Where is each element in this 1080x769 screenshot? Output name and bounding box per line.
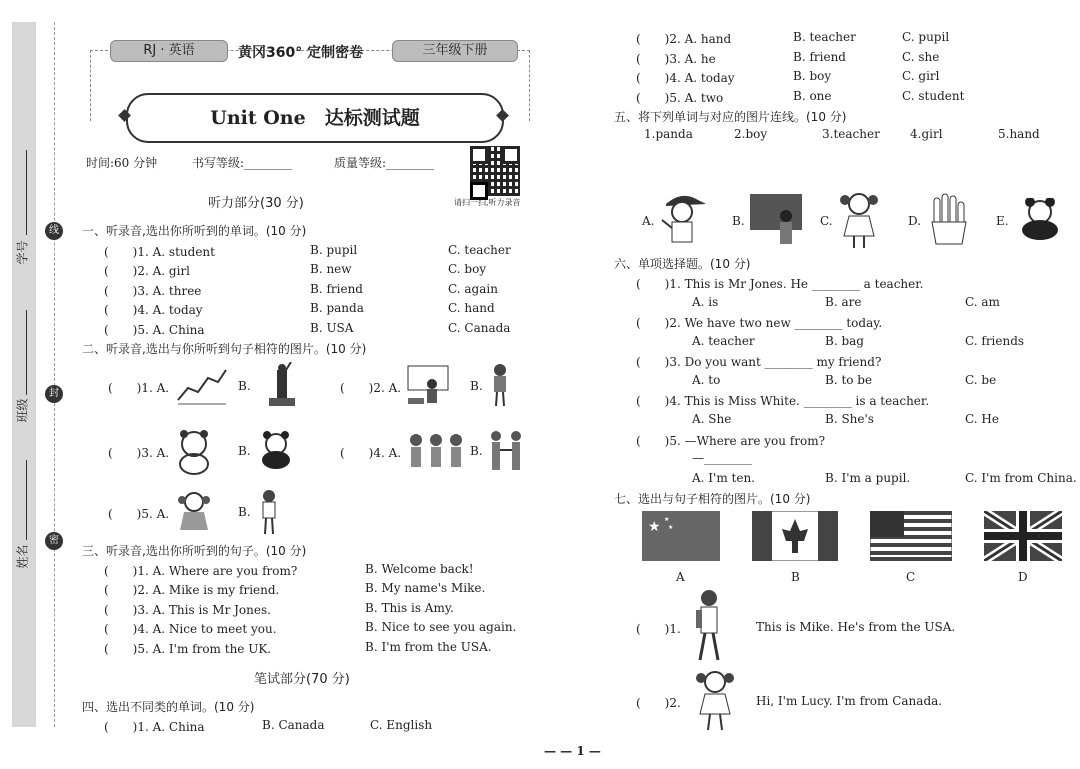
- s7-text-2: Hi, I'm Lucy. I'm from Canada.: [756, 694, 943, 708]
- s6-q3-a: A. to: [692, 373, 721, 387]
- s5-word-4: 4.girl: [910, 127, 943, 141]
- usa-flag: [870, 511, 952, 561]
- s6-q4-b: B. She's: [825, 412, 874, 426]
- s4-q1-b: B. Canada: [262, 718, 325, 732]
- xingming-label: 姓名: [15, 544, 30, 569]
- s4-q4-c: C. girl: [902, 69, 940, 83]
- boy-picture-s2: [256, 488, 282, 536]
- s6-q1-a: A. is: [692, 295, 719, 309]
- listening-title: 听力部分(30 分): [208, 196, 304, 211]
- s3-q2-b: B. My name's Mike.: [365, 581, 486, 595]
- s6-q5-blank: —________: [692, 451, 752, 465]
- s1-q1-c: C. teacher: [448, 243, 511, 257]
- s4-q1-c: C. English: [370, 718, 433, 732]
- s6-q4: ( )4. This is Miss White. ________ is a teacher.: [636, 394, 930, 408]
- s6-q2: ( )2. We have two new ________ today.: [636, 316, 883, 330]
- statue-of-liberty-picture: [255, 362, 311, 410]
- seal-mi: 密: [45, 532, 63, 550]
- s2-q2-b: B.: [470, 379, 483, 393]
- s4-q3-c: C. she: [902, 50, 940, 64]
- s6-q2-c: C. friends: [965, 334, 1025, 348]
- subject-pill: RJ · 英语: [110, 40, 228, 62]
- s1-q4-c: C. hand: [448, 301, 495, 315]
- s6-q1: ( )1. This is Mr Jones. He ________ a teacher.: [636, 277, 924, 291]
- writing-title: 笔试部分(70 分): [254, 672, 350, 687]
- s4-q2-b: B. teacher: [793, 30, 856, 44]
- s1-q4: ( )4. A. today: [104, 303, 203, 317]
- flag-label-b: B: [791, 570, 800, 584]
- handshake-picture: [486, 428, 526, 474]
- pupil-picture: [486, 362, 514, 408]
- qr-caption: 请扫一扫,听力录音: [454, 198, 521, 207]
- s1-q2-c: C. boy: [448, 262, 487, 276]
- banji-label: 班级: [15, 398, 30, 423]
- s4-q3: ( )3. A. he: [636, 52, 716, 66]
- page-title: Unit One 达标测试题: [126, 93, 504, 143]
- great-wall-picture: [176, 364, 228, 406]
- s6-q4-a: A. She: [692, 412, 732, 426]
- s1-q3-b: B. friend: [310, 282, 363, 296]
- s3-q1: ( )1. A. Where are you from?: [104, 564, 298, 578]
- s1-q2-b: B. new: [310, 262, 352, 276]
- girl-picture-s5: [836, 190, 882, 250]
- xuehao-label: 学号: [15, 240, 30, 265]
- s7-q2: ( )2.: [636, 696, 681, 710]
- s4-q1: ( )1. A. China: [104, 720, 205, 734]
- s2-q4-b: B.: [470, 444, 483, 458]
- s6-q2-b: B. bag: [825, 334, 864, 348]
- s7-title: 七、选出与句子相符的图片。(10 分): [614, 492, 811, 506]
- s7-text-1: This is Mike. He's from the USA.: [756, 620, 956, 634]
- s6-q5: ( )5. —Where are you from?: [636, 434, 826, 448]
- teacher-blackboard-picture: [406, 364, 452, 408]
- s3-q4-b: B. Nice to see you again.: [365, 620, 517, 634]
- s1-q1-b: B. pupil: [310, 243, 358, 257]
- hand-picture: [926, 192, 970, 248]
- s4-q5-c: C. student: [902, 89, 965, 103]
- s6-q5-c: C. I'm from China.: [965, 471, 1077, 485]
- uk-flag: [984, 511, 1062, 561]
- s2-q5-b: B.: [238, 505, 251, 519]
- s4-q4: ( )4. A. today: [636, 71, 735, 85]
- s6-title: 六、单项选择题。(10 分): [614, 257, 751, 271]
- flag-label-c: C: [906, 570, 916, 584]
- xingming-line: [26, 460, 27, 540]
- s4-q4-b: B. boy: [793, 69, 832, 83]
- s6-q2-a: A. teacher: [692, 334, 755, 348]
- girl-picture-s2: [174, 490, 214, 536]
- s5-letter-c: C.: [820, 214, 833, 228]
- s1-q5: ( )5. A. China: [104, 323, 205, 337]
- s2-q2: ( )2. A.: [340, 381, 402, 395]
- bear-picture: [172, 428, 216, 476]
- s2-q3-b: B.: [238, 444, 251, 458]
- svg-text:★: ★: [664, 516, 670, 523]
- s1-q5-b: B. USA: [310, 321, 354, 335]
- s4-q3-b: B. friend: [793, 50, 846, 64]
- s5-letter-a: A.: [642, 214, 655, 228]
- s3-q3-b: B. This is Amy.: [365, 601, 454, 615]
- s1-q3: ( )3. A. three: [104, 284, 202, 298]
- s7-q1: ( )1.: [636, 622, 681, 636]
- s3-q5-b: B. I'm from the USA.: [365, 640, 492, 654]
- svg-text:★: ★: [668, 524, 674, 531]
- s5-word-2: 2.boy: [734, 127, 768, 141]
- xuehao-line: [26, 150, 27, 235]
- s4-title: 四、选出不同类的单词。(10 分): [82, 700, 255, 714]
- s5-letter-b: B.: [732, 214, 745, 228]
- s3-q3: ( )3. A. This is Mr Jones.: [104, 603, 271, 617]
- page-number: — — 1 —: [544, 744, 601, 758]
- panda-picture-s5: [1014, 198, 1064, 242]
- s1-q1: ( )1. A. student: [104, 245, 215, 259]
- s6-q4-c: C. He: [965, 412, 999, 426]
- s3-q4: ( )4. A. Nice to meet you.: [104, 622, 277, 636]
- s5-title: 五、将下列单词与对应的图片连线。(10 分): [614, 110, 847, 124]
- series-name: 黄冈360° 定制密卷: [238, 45, 364, 61]
- s2-title: 二、听录音,选出与你所听到句子相符的图片。(10 分): [82, 342, 367, 356]
- canada-flag: [752, 511, 838, 561]
- s6-q3: ( )3. Do you want ________ my friend?: [636, 355, 882, 369]
- cut-line: [54, 22, 55, 727]
- s2-q4: ( )4. A.: [340, 446, 402, 460]
- s6-q5-b: B. I'm a pupil.: [825, 471, 911, 485]
- s3-title: 三、听录音,选出你所听到的句子。(10 分): [82, 544, 307, 558]
- teacher-picture-s5: [750, 194, 804, 246]
- s3-q5: ( )5. A. I'm from the UK.: [104, 642, 272, 656]
- s4-q2: ( )2. A. hand: [636, 32, 732, 46]
- s5-letter-d: D.: [908, 214, 922, 228]
- s4-q5: ( )5. A. two: [636, 91, 724, 105]
- lucy-picture: [692, 668, 738, 732]
- quality-grade: 质量等级:________: [334, 156, 435, 170]
- svg-text:★: ★: [648, 519, 661, 535]
- s1-q3-c: C. again: [448, 282, 498, 296]
- s6-q5-a: A. I'm ten.: [692, 471, 755, 485]
- s6-q3-c: C. be: [965, 373, 997, 387]
- s2-q1: ( )1. A.: [108, 381, 170, 395]
- binding-margin: [12, 22, 36, 727]
- seal-feng: 封: [45, 385, 63, 403]
- panda-picture-s2: [256, 430, 296, 470]
- s3-q2: ( )2. A. Mike is my friend.: [104, 583, 280, 597]
- s4-q2-c: C. pupil: [902, 30, 950, 44]
- china-flag: [642, 511, 720, 561]
- s5-word-3: 3.teacher: [822, 127, 880, 141]
- s6-q1-c: C. am: [965, 295, 1000, 309]
- s4-q5-b: B. one: [793, 89, 832, 103]
- flag-label-d: D: [1018, 570, 1028, 584]
- s2-q1-b: B.: [238, 379, 251, 393]
- boy-cap-picture: [658, 190, 708, 248]
- s5-letter-e: E.: [996, 214, 1009, 228]
- s6-q3-b: B. to be: [825, 373, 873, 387]
- s2-q5: ( )5. A.: [108, 507, 170, 521]
- s5-word-5: 5.hand: [998, 127, 1040, 141]
- s1-q5-c: C. Canada: [448, 321, 511, 335]
- s5-word-1: 1.panda: [644, 127, 693, 141]
- banji-line: [26, 310, 27, 395]
- writing-grade: 书写等级:________: [192, 156, 293, 170]
- grade-pill: 三年级下册: [392, 40, 518, 62]
- s1-title: 一、听录音,选出你所听到的单词。(10 分): [82, 224, 307, 238]
- s2-q3: ( )3. A.: [108, 446, 170, 460]
- mike-picture: [692, 588, 726, 664]
- seal-xian: 线: [45, 222, 63, 240]
- time-limit: 时间:60 分钟: [86, 156, 158, 170]
- flag-label-a: A: [676, 570, 685, 584]
- three-kids-picture: [406, 430, 466, 472]
- s1-q2: ( )2. A. girl: [104, 264, 191, 278]
- s3-q1-b: B. Welcome back!: [365, 562, 474, 576]
- s6-q1-b: B. are: [825, 295, 862, 309]
- s1-q4-b: B. panda: [310, 301, 364, 315]
